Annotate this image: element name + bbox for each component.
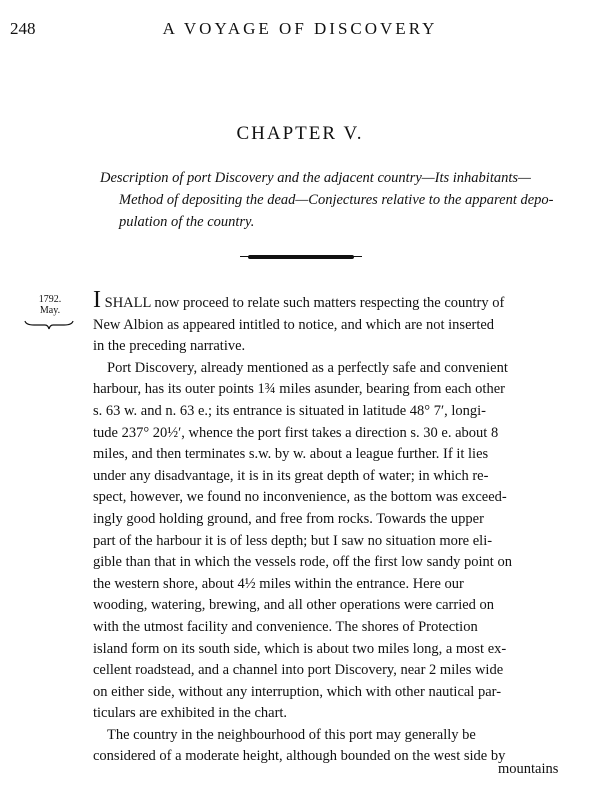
text-line: s. 63 w. and n. 63 e.; its entrance is situated in latitude 48° 7′, longi- (93, 402, 487, 419)
margin-month: May. (39, 305, 61, 316)
drop-cap: I (93, 287, 101, 313)
text-line: miles, and then terminates s.w. by w. about a league further. If it lies (93, 446, 489, 463)
text-line: New Albion as appeared intitled to notice, and which are not inserted (93, 316, 495, 333)
text-line: gible than that in which the vessels rode, off the first low sandy point on (93, 554, 512, 571)
body-text (93, 287, 578, 768)
text-line: harbour, has its outer points 1¾ miles asunder, bearing from each other (93, 381, 505, 398)
text-line: part of the harbour it is of less depth; but I saw no situation more eli- (93, 532, 493, 549)
text-line: Port Discovery, already mentioned as a perfectly safe and convenient (107, 359, 508, 376)
margin-year: 1792. (38, 294, 62, 305)
text-line: cellent roadstead, and a channel into port Discovery, near 2 miles wide (93, 662, 504, 679)
chapter-synopsis (100, 167, 580, 233)
synopsis-line: Method of depositing the dead—Conjectures relative to the apparent depo- (119, 192, 554, 208)
margin-brace-icon (24, 320, 74, 330)
synopsis-line: Description of port Discovery and the adjacent country—Its inhabitants— (100, 170, 531, 186)
text-line: ingly good holding ground, and free from rocks. Towards the upper (93, 510, 484, 527)
text-line: ticulars are exhibited in the chart. (93, 705, 288, 722)
page-number: 248 (10, 19, 36, 38)
text-line: with the utmost facility and convenience. The shores of Protection (93, 618, 478, 635)
running-title: A VOYAGE OF DISCOVERY (162, 19, 438, 38)
text-line: in the preceding narrative. (93, 338, 246, 355)
text-line: The country in the neighbourhood of this port may generally be (107, 726, 476, 743)
text-line: under any disadvantage, it is in its great depth of water; in which re- (93, 467, 489, 484)
text-line: wooding, watering, brewing, and all other operations were carried on (93, 597, 495, 614)
text-line: tude 237° 20½′, whence the port first takes a direction s. 30 e. about 8 (93, 424, 499, 441)
chapter-title: CHAPTER V. (236, 123, 364, 144)
text-line: island form on its south side, which is about two miles long, a most ex- (93, 640, 507, 657)
text-line: considered of a moderate height, although bounded on the west side by (93, 748, 506, 765)
text-line: spect, however, we found no inconvenience, as the bottom was exceed- (93, 489, 507, 506)
first-line-text: SHALL now proceed to relate such matters respecting the country of (101, 295, 505, 311)
catchword: mountains (498, 761, 559, 777)
margin-date-note (30, 294, 70, 316)
text-line (93, 287, 578, 315)
ornamental-rule (248, 255, 354, 259)
text-line: on either side, without any interruption, which with other nautical par- (93, 683, 502, 700)
synopsis-line: pulation of the country. (119, 214, 255, 230)
text-line: the western shore, about 4½ miles within the entrance. Here our (93, 575, 464, 592)
